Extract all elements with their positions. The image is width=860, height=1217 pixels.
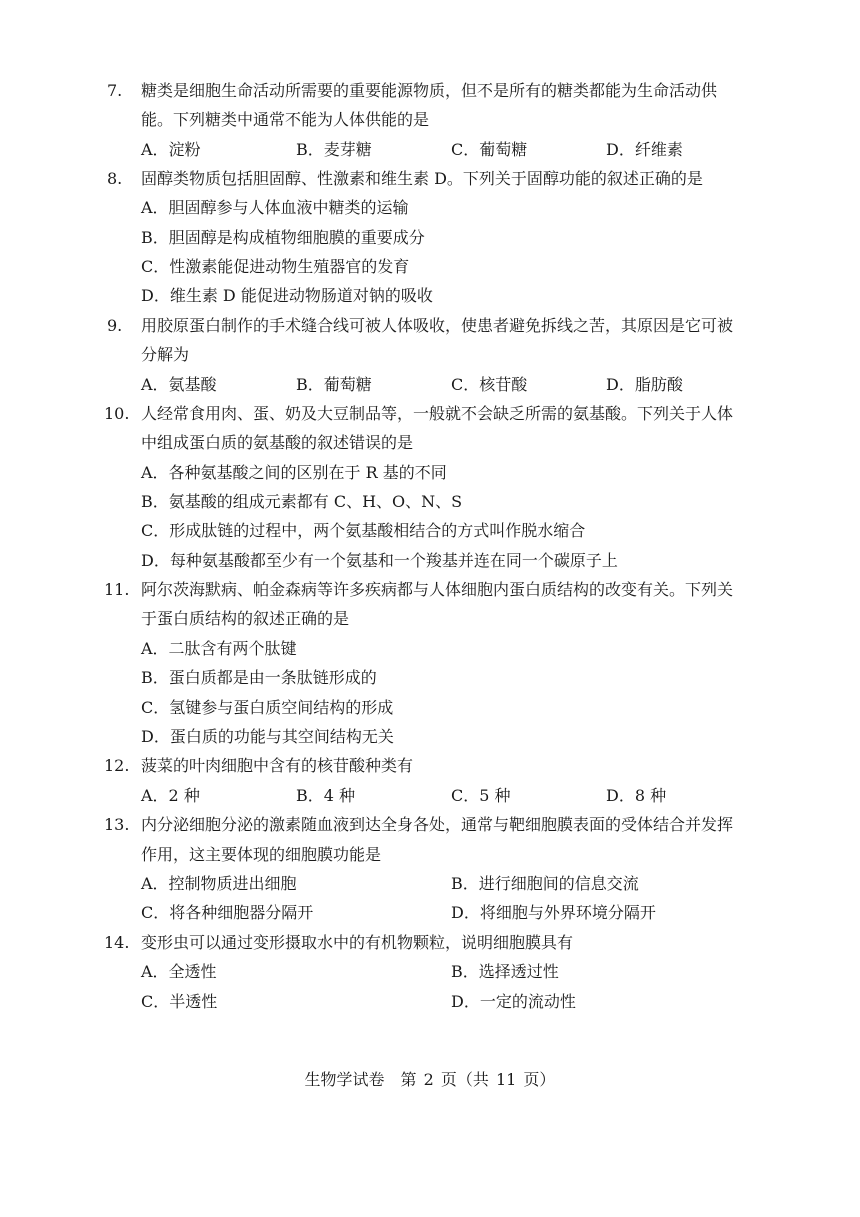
option-a: A．全透性 — [141, 962, 217, 981]
option-d: D．蛋白质的功能与其空间结构无关 — [141, 727, 394, 746]
option-a: A．2 种 — [141, 786, 200, 805]
question-text: 于蛋白质结构的叙述正确的是 — [141, 609, 350, 628]
option-a: A．各种氨基酸之间的区别在于 R 基的不同 — [141, 463, 447, 482]
question-text: 固醇类物质包括胆固醇、性激素和维生素 D。下列关于固醇功能的叙述正确的是 — [141, 169, 703, 188]
question-number: 9. — [107, 316, 123, 335]
question-text: 中组成蛋白质的氨基酸的叙述错误的是 — [141, 433, 414, 452]
question-text: 用胶原蛋白制作的手术缝合线可被人体吸收，使患者避免拆线之苦，其原因是它可被 — [141, 316, 734, 335]
option-b: B．麦芽糖 — [296, 140, 372, 159]
option-c: C．葡萄糖 — [451, 140, 528, 159]
question-number: 11. — [104, 580, 130, 599]
option-a: A．二肽含有两个肽键 — [141, 639, 297, 658]
option-d: D．8 种 — [606, 786, 667, 805]
option-b: B．蛋白质都是由一条肽链形成的 — [141, 668, 377, 687]
option-a: A．氨基酸 — [141, 375, 217, 394]
option-d: D．一定的流动性 — [451, 992, 576, 1011]
option-c: C．核苷酸 — [451, 375, 528, 394]
option-c: C．性激素能促进动物生殖器官的发育 — [141, 257, 410, 276]
option-a: A．控制物质进出细胞 — [141, 874, 297, 893]
option-a: A．胆固醇参与人体血液中糖类的运输 — [141, 198, 409, 217]
option-b: B．葡萄糖 — [296, 375, 372, 394]
option-c: C．形成肽链的过程中，两个氨基酸相结合的方式叫作脱水缩合 — [141, 521, 586, 540]
option-c: C．氢键参与蛋白质空间结构的形成 — [141, 698, 394, 717]
question-text: 变形虫可以通过变形摄取水中的有机物颗粒，说明细胞膜具有 — [141, 933, 574, 952]
question-number: 8. — [107, 169, 123, 188]
option-b: B．氨基酸的组成元素都有 C、H、O、N、S — [141, 492, 463, 511]
option-c: C．半透性 — [141, 992, 218, 1011]
question-number: 12. — [104, 756, 130, 775]
question-text: 阿尔茨海默病、帕金森病等许多疾病都与人体细胞内蛋白质结构的改变有关。下列关 — [141, 580, 734, 599]
option-c: C．将各种细胞器分隔开 — [141, 903, 314, 922]
option-d: D．纤维素 — [606, 140, 683, 159]
question-text: 作用，这主要体现的细胞膜功能是 — [141, 845, 382, 864]
question-text: 糖类是细胞生命活动所需要的重要能源物质，但不是所有的糖类都能为生命活动供 — [141, 81, 718, 100]
option-c: C．5 种 — [451, 786, 511, 805]
option-a: A．淀粉 — [141, 140, 201, 159]
option-d: D．将细胞与外界环境分隔开 — [451, 903, 656, 922]
option-d: D．脂肪酸 — [606, 375, 683, 394]
page-footer: 生物学试卷 第 2 页（共 11 页） — [304, 1070, 556, 1089]
question-number: 10. — [104, 404, 130, 423]
question-text: 内分泌细胞分泌的激素随血液到达全身各处，通常与靶细胞膜表面的受体结合并发挥 — [141, 815, 734, 834]
question-number: 7. — [107, 81, 123, 100]
question-number: 13. — [104, 815, 130, 834]
question-text: 能。下列糖类中通常不能为人体供能的是 — [141, 110, 430, 129]
question-text: 人经常食用肉、蛋、奶及大豆制品等，一般就不会缺乏所需的氨基酸。下列关于人体 — [141, 404, 734, 423]
question-number: 14. — [104, 933, 130, 952]
option-b: B．4 种 — [296, 786, 356, 805]
option-b: B．选择透过性 — [451, 962, 559, 981]
option-d: D．维生素 D 能促进动物肠道对钠的吸收 — [141, 286, 433, 305]
question-text: 菠菜的叶肉细胞中含有的核苷酸种类有 — [141, 756, 414, 775]
option-b: B．胆固醇是构成植物细胞膜的重要成分 — [141, 228, 425, 247]
option-b: B．进行细胞间的信息交流 — [451, 874, 639, 893]
option-d: D．每种氨基酸都至少有一个氨基和一个羧基并连在同一个碳原子上 — [141, 551, 618, 570]
question-text: 分解为 — [141, 345, 190, 364]
